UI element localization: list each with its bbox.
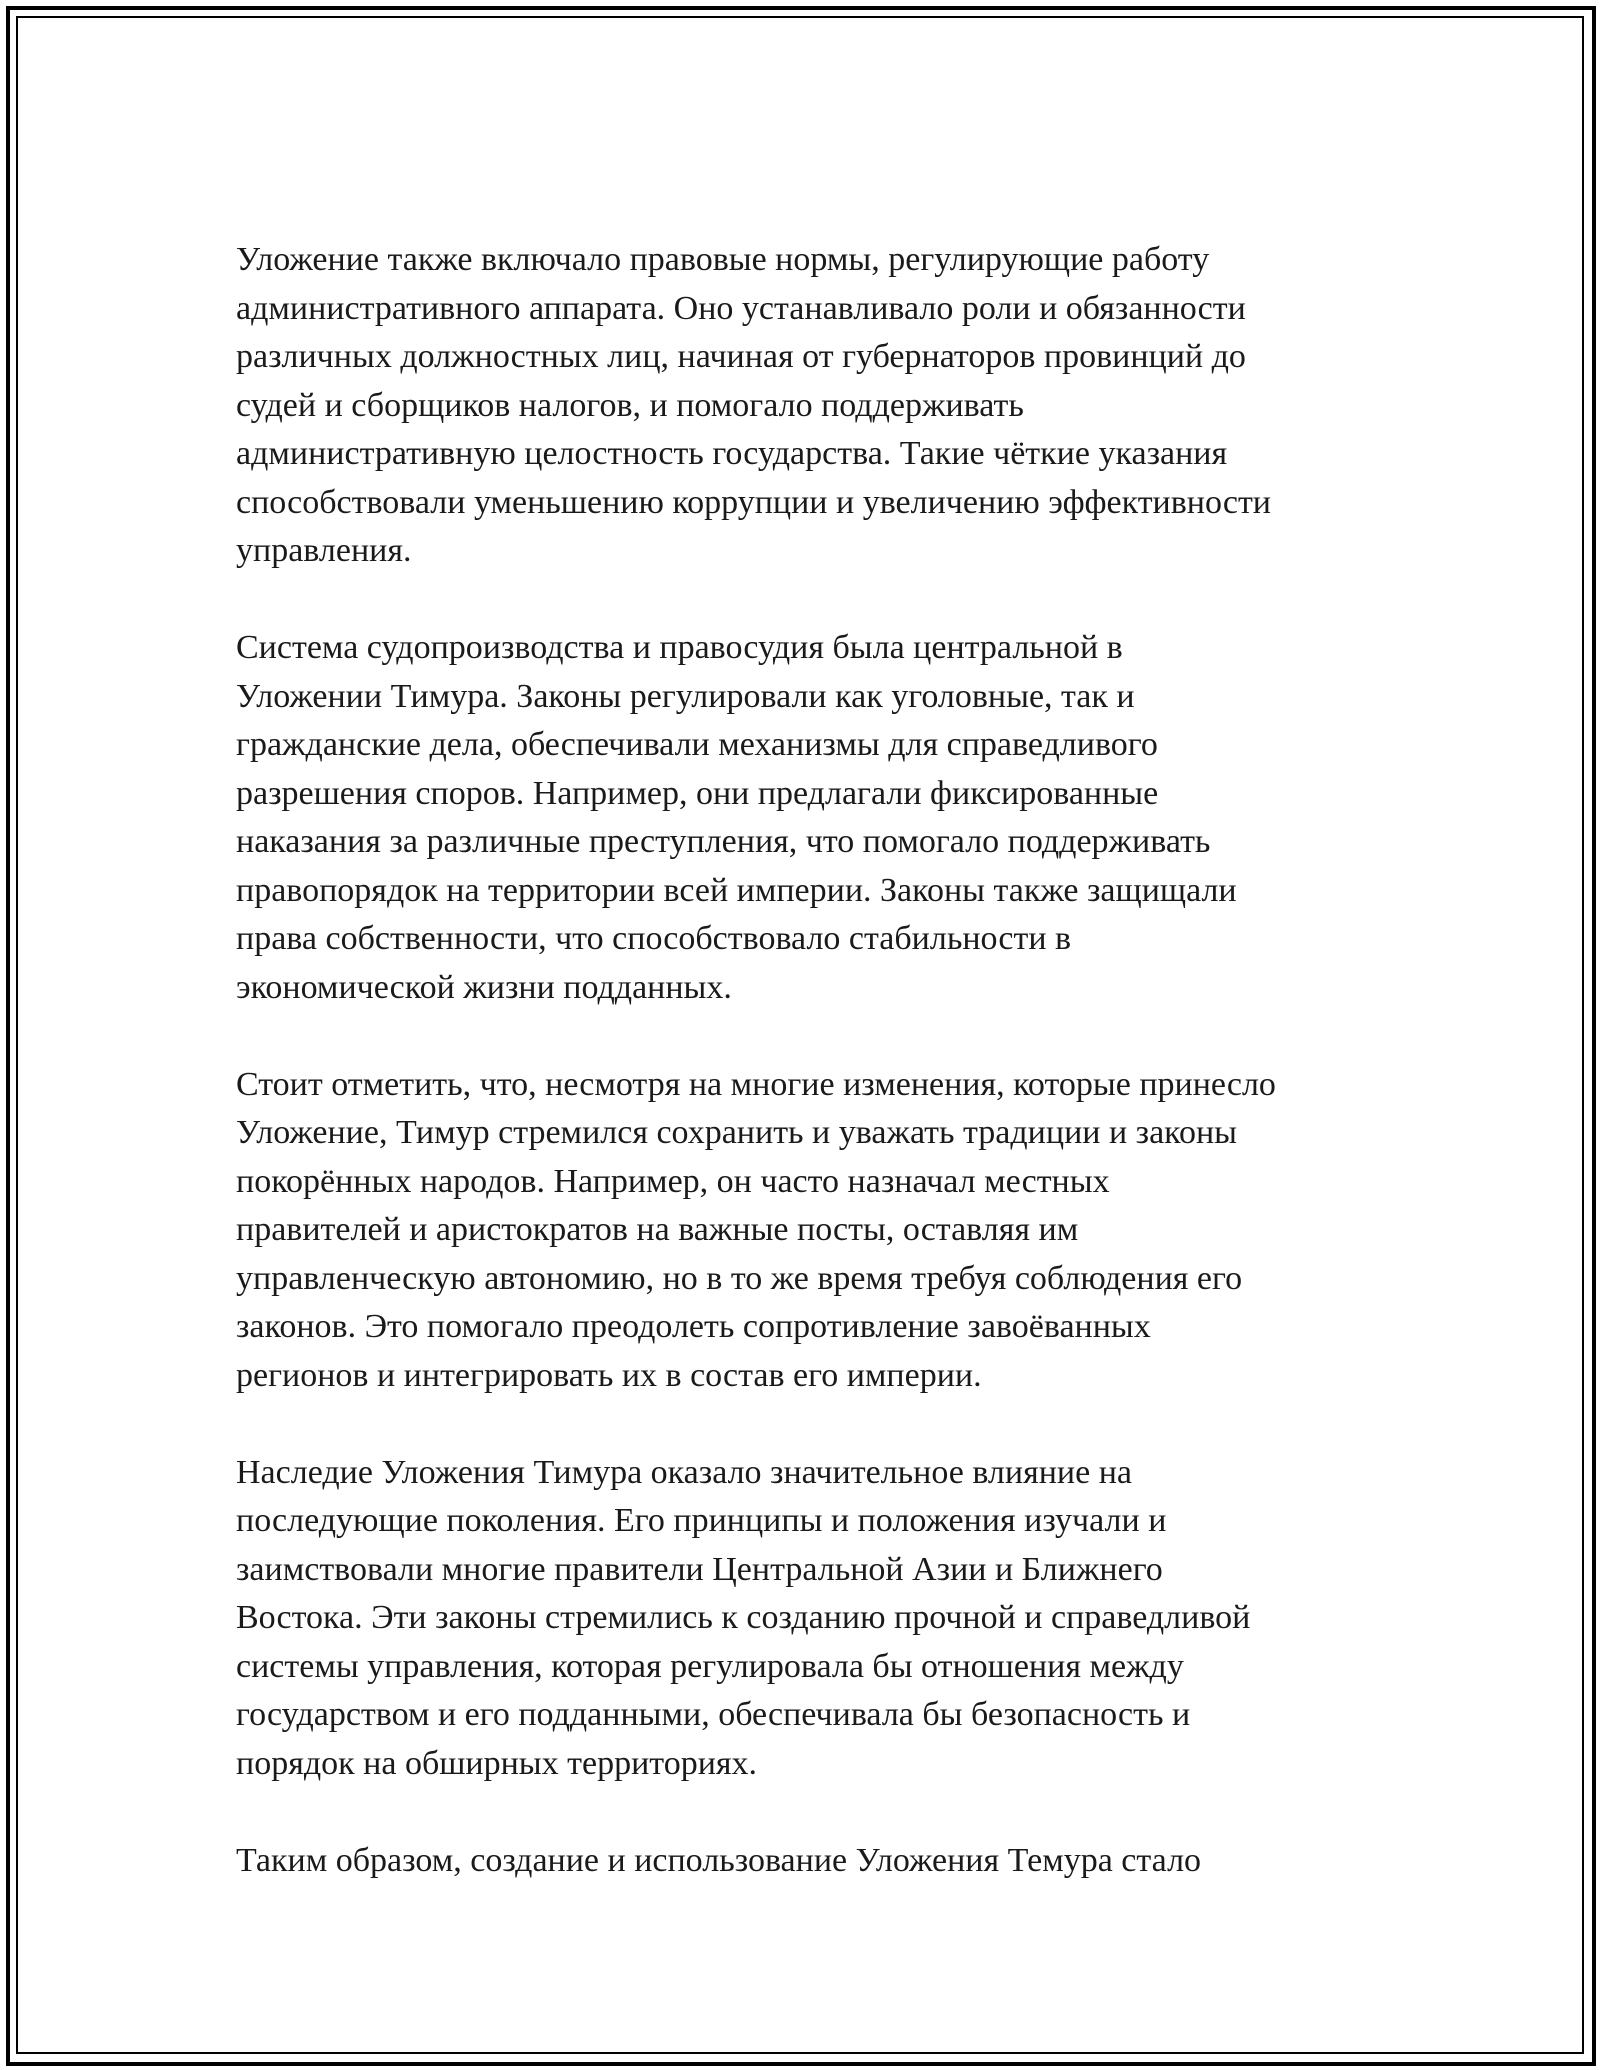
text-line: наказания за различные преступления, что помогало поддерживать (236, 823, 1211, 860)
text-line: разрешения споров. Например, они предлагали фиксированные (236, 774, 1159, 812)
text-line: Таким образом, создание и использование Уложения Темура стало (236, 1841, 1202, 1879)
text-line: порядок на обширных территориях. (236, 1744, 758, 1782)
text-line: управленческую автономию, но в то же время требуя соблюдения его (236, 1259, 1243, 1297)
text-line: управления. (236, 532, 412, 569)
text-line: последующие поколения. Его принципы и положения изучали и (236, 1502, 1167, 1539)
text-line: административного аппарата. Оно устанавливало роли и обязанности (236, 289, 1246, 327)
text-line: покорённых народов. Например, он часто назначал местных (236, 1162, 1110, 1200)
text-line: заимствовали многие правители Центральной Азии и Ближнего (236, 1550, 1163, 1588)
text-line: системы управления, которая регулировала бы отношения между (236, 1647, 1184, 1685)
paragraph-2 (236, 624, 1386, 1012)
text-line: способствовали уменьшению коррупции и увеличению эффективности (236, 483, 1271, 521)
text-line: права собственности, что способствовало стабильности в (236, 920, 1072, 957)
paragraph-3 (236, 1061, 1386, 1401)
text-line: Стоит отметить, что, несмотря на многие изменения, которые принесло (236, 1065, 1276, 1103)
text-line: государством и его подданными, обеспечивала бы безопасность и (236, 1696, 1191, 1733)
text-line: правителей и аристократов на важные посты, оставляя им (236, 1211, 1079, 1248)
text-line: правопорядок на территории всей империи. Законы также защищали (236, 871, 1237, 909)
text-line: различных должностных лиц, начиная от губернаторов провинций до (236, 338, 1246, 375)
text-line: Система судопроизводства и правосудия была центральной в (236, 629, 1123, 666)
text-line: судей и сборщиков налогов, и помогало поддерживать (236, 386, 1024, 424)
text-line: Уложении Тимура. Законы регулировали как уголовные, так и (236, 677, 1135, 715)
text-line: экономической жизни подданных. (236, 968, 732, 1006)
paragraph-4 (236, 1449, 1386, 1789)
text-line: Наследие Уложения Тимура оказало значительное влияние на (236, 1453, 1133, 1491)
text-line: Востока. Эти законы стремились к созданию прочной и справедливой (236, 1599, 1251, 1636)
text-line: законов. Это помогало преодолеть сопротивление завоёванных (236, 1308, 1151, 1345)
paragraph-5 (236, 1837, 1386, 1886)
document-body (236, 236, 1386, 1934)
text-line: административную целостность государства. Такие чёткие указания (236, 435, 1228, 472)
paragraph-1 (236, 236, 1386, 576)
text-line: гражданские дела, обеспечивали механизмы для справедливого (236, 726, 1158, 763)
text-line: Уложение также включало правовые нормы, регулирующие работу (236, 241, 1210, 278)
text-line: Уложение, Тимур стремился сохранить и уважать традиции и законы (236, 1114, 1238, 1151)
text-line: регионов и интегрировать их в состав его империи. (236, 1356, 982, 1394)
